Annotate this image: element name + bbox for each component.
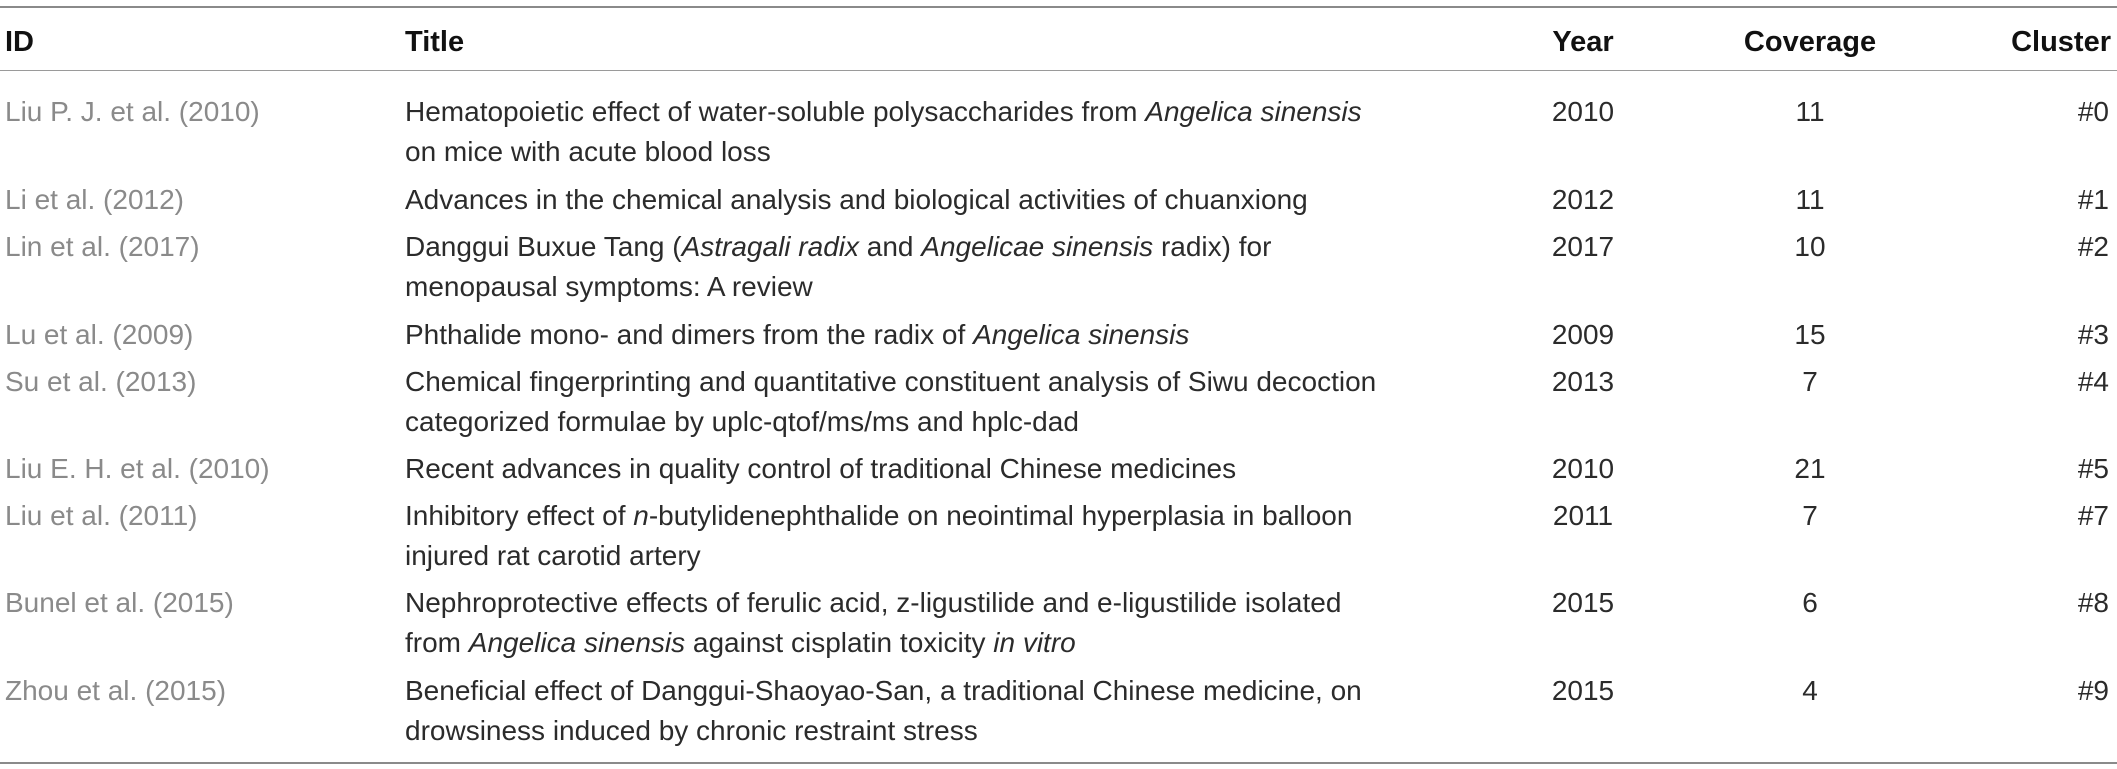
cell-coverage: 11 <box>1795 96 1825 127</box>
title-line <box>405 496 1445 536</box>
title-italic-segment: Astragali radix <box>681 231 859 262</box>
header-year: Year <box>1552 26 1614 58</box>
title-line <box>405 671 1445 711</box>
cell-coverage: 11 <box>1795 184 1825 215</box>
title-segment: Chemical fingerprinting and quantitative constituent analysis of Siwu decoction <box>405 366 1377 397</box>
title-line <box>405 536 1445 576</box>
cell-cluster: #2 <box>2077 231 2109 262</box>
cell-coverage: 21 <box>1794 453 1826 484</box>
title-italic-segment: in vitro <box>993 627 1076 658</box>
cell-title <box>405 362 1445 442</box>
cell-id: Li et al. (2012) <box>5 184 184 215</box>
cell-id: Liu P. J. et al. (2010) <box>5 96 260 127</box>
table-header-rule <box>0 70 2117 71</box>
title-segment: on mice with acute blood loss <box>405 136 771 167</box>
table-bottom-rule <box>0 762 2117 764</box>
cell-cluster: #0 <box>2077 96 2109 127</box>
title-line <box>405 227 1445 267</box>
cell-title <box>405 671 1445 751</box>
table-top-rule <box>0 6 2117 8</box>
cell-year: 2011 <box>1552 500 1614 531</box>
title-segment: Inhibitory effect of <box>405 500 634 531</box>
title-italic-segment: Angelicae sinensis <box>921 231 1154 262</box>
cell-cluster: #7 <box>2077 500 2109 531</box>
cell-year: 2015 <box>1551 587 1615 618</box>
title-italic-segment: Angelica sinensis <box>973 319 1190 350</box>
title-segment: categorized formulae by uplc-qtof/ms/ms and hplc-dad <box>405 406 1079 437</box>
title-segment: Nephroprotective effects of ferulic acid, z-ligustilide and e-ligustilide isolated <box>405 587 1342 618</box>
cell-year: 2017 <box>1551 231 1615 262</box>
title-segment: Phthalide mono- and dimers from the radix of <box>405 319 974 350</box>
cell-coverage: 10 <box>1794 231 1826 262</box>
cell-cluster: #5 <box>2077 453 2109 484</box>
cell-title <box>405 315 1445 355</box>
title-italic-segment: Angelica sinensis <box>468 627 686 658</box>
title-italic-segment: Angelica sinensis <box>1145 96 1362 127</box>
cell-title <box>405 180 1445 220</box>
header-cluster: Cluster <box>2011 26 2111 58</box>
cell-year: 2015 <box>1551 675 1615 706</box>
cell-cluster: #3 <box>2077 319 2109 350</box>
cell-id: Zhou et al. (2015) <box>5 675 227 706</box>
cell-year: 2009 <box>1551 319 1615 350</box>
title-line <box>405 402 1445 442</box>
cell-cluster: #8 <box>2077 587 2109 618</box>
title-line <box>405 623 1445 663</box>
title-segment: radix) for <box>1153 231 1272 262</box>
title-line <box>405 315 1445 355</box>
title-line <box>405 267 1445 307</box>
cell-title <box>405 92 1445 172</box>
title-segment: and <box>858 231 922 262</box>
header-coverage: Coverage <box>1743 26 1877 58</box>
cell-title <box>405 227 1445 307</box>
title-line <box>405 711 1445 751</box>
cell-id: Su et al. (2013) <box>5 366 197 397</box>
title-segment: Danggui Buxue Tang ( <box>405 231 682 262</box>
cell-year: 2010 <box>1551 96 1615 127</box>
title-segment: injured rat carotid artery <box>405 540 701 571</box>
cell-title <box>405 496 1445 576</box>
cell-coverage: 7 <box>1802 366 1818 397</box>
title-line <box>405 180 1445 220</box>
title-italic-segment: n <box>633 500 649 531</box>
title-segment: Advances in the chemical analysis and biological activities of chuanxiong <box>405 184 1308 215</box>
title-segment: menopausal symptoms: A review <box>405 271 813 302</box>
title-segment: against cisplatin toxicity <box>685 627 994 658</box>
title-segment: Beneficial effect of Danggui-Shaoyao-San, a traditional Chinese medicine, on <box>405 675 1362 706</box>
cell-id: Bunel et al. (2015) <box>5 587 234 618</box>
cell-id: Lu et al. (2009) <box>5 319 194 350</box>
cell-year: 2012 <box>1551 184 1615 215</box>
cell-id: Lin et al. (2017) <box>5 231 200 262</box>
cell-title <box>405 449 1445 489</box>
cell-coverage: 4 <box>1802 675 1818 706</box>
title-line <box>405 583 1445 623</box>
cell-cluster: #9 <box>2077 675 2109 706</box>
cell-id: Liu et al. (2011) <box>5 500 198 531</box>
title-line <box>405 449 1445 489</box>
cell-id: Liu E. H. et al. (2010) <box>5 453 270 484</box>
title-segment: -butylidenephthalide on neointimal hyperplasia in balloon <box>648 500 1353 531</box>
title-line <box>405 132 1445 172</box>
title-segment: from <box>405 627 469 658</box>
cell-title <box>405 583 1445 663</box>
title-segment: drowsiness induced by chronic restraint stress <box>405 715 978 746</box>
cell-cluster: #1 <box>2077 184 2109 215</box>
cell-coverage: 6 <box>1802 587 1818 618</box>
cell-coverage: 7 <box>1802 500 1818 531</box>
title-segment: Recent advances in quality control of traditional Chinese medicines <box>405 453 1237 484</box>
header-title: Title <box>405 26 465 58</box>
title-line <box>405 92 1445 132</box>
header-id: ID <box>5 26 34 58</box>
cell-coverage: 15 <box>1794 319 1826 350</box>
title-line <box>405 362 1445 402</box>
cell-year: 2010 <box>1551 453 1615 484</box>
title-segment: Hematopoietic effect of water-soluble polysaccharides from <box>405 96 1146 127</box>
cell-cluster: #4 <box>2077 366 2109 397</box>
cell-year: 2013 <box>1551 366 1615 397</box>
